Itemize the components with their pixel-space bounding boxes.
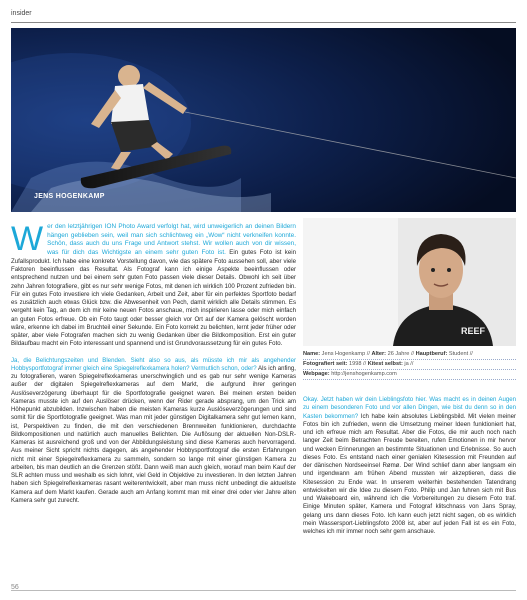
top-rule [11, 22, 516, 23]
qa-block-3 [303, 396, 516, 536]
caption-row-3 [303, 370, 516, 380]
webpage-link[interactable]: http://jenshogenkamp.com [331, 371, 397, 377]
svg-text:REEF: REEF [461, 326, 486, 336]
kite-value: ja [404, 361, 409, 367]
answer-3: Ich habe kein absolutes Lieblingsbild. Mit vielen meiner Fotos bin ich zufrieden, wenn die Umsetzung meiner Ideen funktioniert hat, und ich erfreue mich am Resultat. Aber die Fotos, die mir auch noch nach langer Zeit beim Betrachten Freude bereiten, rufen Emotionen in mir hervor und wecken Erinnerungen an bestimmte Situationen und Erlebnisse. So auch dieses Foto. Es entstand nach einer genialen Kitesession mit Freunden auf der dänischen Nordseeinsel Rømø. Der Wind schlief dann aber langsam ein und irgendwann am frühen Abend mussten wir akzeptieren, dass die Kitesession zu Ende war. In unserem weiterhin bestehenden Tatendrang entwickelten wir die Idee zu diesem Foto. Philip und Jan fuhren sich mit Bus und Wakeboard ein, während ich die Vorbereitungen zu diesem Foto traf. Einige Minuten später, Kamera und Fotograf klitschnass von Jans Spray, gelang uns dann dieses Foto. Ich kann euch jetzt nicht sagen, ob es wirklich mein Wassersport-Lieblingsfoto 2008 ist, aber auf jeden Fall ist es ein Foto, welches ich mir immer noch sehr gern anschaue. [303, 412, 516, 535]
caption-row-1: Name: Jens Hogenkamp // Alter: 26 Jahre // Hauptberuf: Student // [303, 350, 516, 360]
kite-label: Kitest selbst: [367, 361, 403, 367]
since-label: Fotografiert seit: [303, 361, 348, 367]
job-value: Student [448, 351, 469, 357]
intro-text: er den letztjährigen ION Photo Award verfolgt hat, wird unweigerlich an deinen Bildern hängen geblieben sein, weil man sich schlichtweg ein „Wow“ nicht verkneifen konnte. Schön, dass auch du uns Frage und Antwort stehst. Wir wollen auch von dir wissen, was für dich das Wichtigste an einem sehr guten Foto ist. [47, 223, 296, 257]
right-column [303, 396, 516, 536]
jens-portrait [303, 218, 516, 346]
question-2: Ja, die Belichtungszeiten und Blenden. Sieht also so aus, als müsste ich mir als angehender Hobbysportfotograf immer gleich eine Spiegelreflexkamera holen? Vermutlich schon, oder? [11, 356, 296, 372]
portrait-photo [303, 218, 516, 346]
answer-1: Ein gutes Foto ist kein Zufallsprodukt. Ich habe eine konkrete Vorstellung davon, wie das spätere Foto aussehen soll, aber viele Faktoren beeinflussen das Resultat. Als Fotograf kann ich einige Aspekte beeinflussen oder entsprechend nutzen und bei einem sehr guten Foto passen viele dieser Details. Obwohl ich seit über zehn Jahren fotografiere, gibt es nur sehr wenige Fotos, mit denen ich wirklich 100 Prozent zufrieden bin. Für ein gutes Foto investiere ich viele Gedanken, Arbeit und Zeit, aber für ein perfektes Sportfoto bedarf es zusätzlich auch etwas Glück bzw. die Abwesenheit von Pech, damit wirklich alle Details stimmen. Es vergeht kein Tag, an dem ich mir keine neuen Fotos anschaue, mich inspirieren lasse oder mich einfach an guten Fotos erfreue. Ob ein Foto taugt oder besser gleich vor Ort auf der Kamera gelöscht worden wäre, erkenne ich dabei im Bruchteil einer Sekunde. Ein Foto korrekt zu belichten, lernt jeder früher oder später, aber viele Fotografen machen sich zu wenig Gedanken über die Bildkomposition. Erst ein guter Bildaufbau macht ein Foto interessant und spannend und ist Grundvoraussetzung für ein gutes Foto. [11, 249, 296, 348]
left-column [11, 220, 296, 505]
age-value: 26 Jahre [387, 351, 410, 357]
photo-credit: JENS HOGENKAMP [34, 193, 105, 200]
wakeboard-night-photo [11, 28, 516, 212]
name-label: Name: [303, 351, 321, 357]
caption-row-2: Fotografiert seit: 1998 // Kitest selbst: ja // [303, 360, 516, 370]
name-value: Jens Hogenkamp [321, 351, 366, 357]
answer-2: Als ich anfing, zu fotografieren, waren Spiegelreflexkameras unerschwinglich und es gab nur sehr wenige Kameras außer der digitalen Spiegelreflexkameras auf dem Markt, die aufgrund ihrer geringen Auslöseverzögerung überhaupt für die Sportfotografie geeignet waren. Bei meinen ersten beiden Kameras musste ich auf den Auslöser drücken, wenn der Rider gerade absprang, um den Trick am Höhepunkt abzubilden. Inzwischen haben die meisten Kameras kurze Auslöseverzögerungen und sind somit für die Sportfotografie geeignet. Was man mit jeder günstigen Digitalkamera sehr gut lernen kann, ist, Perspektiven zu finden, die mit den verschiedenen Brennweiten funktionieren, durchdachte Bildkompositionen und natürlich auch manuelles Belichten. Die Auflösung der aktuellen Non-DSLR-Kameras ist ausreichend groß und von der Abbildungsleistung sind diese Kameras auch hervorragend. Aus meiner Sicht spricht nichts dagegen, als angehender Hobbysportfotograf die ersten Erfahrungen nicht mit einer Spiegelreflexkamera zu sammeln, sondern so lange mit einer günstigen Kamera zu arbeiten, bis man deutlich an die Grenzen stößt. Dann weiß man auch gleich, worauf man beim Kauf der SLR achten muss und weshalb es sich lohnt, viel Geld in Objektive zu investieren. In den letzten Jahren haben sich Spiegelreflexkameras rasant weiterentwickelt, aber man muss nicht unbedingt die aktuellste Kamera auf dem Markt kaufen. Gerade auch am Anfang kommt man mit einer drei oder vier Jahre alten Kamera sehr gut zurecht. [11, 364, 296, 504]
intro-paragraph [11, 220, 296, 349]
caption-box [303, 350, 516, 380]
age-label: Alter: [371, 351, 387, 357]
since-value: 1998 [349, 361, 362, 367]
web-label: Webpage: [303, 371, 330, 377]
dropcap: W [11, 220, 44, 258]
section-label: insider [11, 10, 32, 17]
question-3: Okay. Jetzt haben wir dein Lieblingsfoto hier. Was macht es in deinen Augen zu einem besonderen Foto und vor allen Dingen, wie bist du denn so in den Kasten bekommen? [303, 396, 516, 420]
page-number: 56 [11, 584, 19, 591]
hero-photo [11, 28, 516, 212]
job-label: Hauptberuf: [415, 351, 448, 357]
footer-rule [11, 590, 516, 591]
qa-block-2 [11, 357, 296, 506]
